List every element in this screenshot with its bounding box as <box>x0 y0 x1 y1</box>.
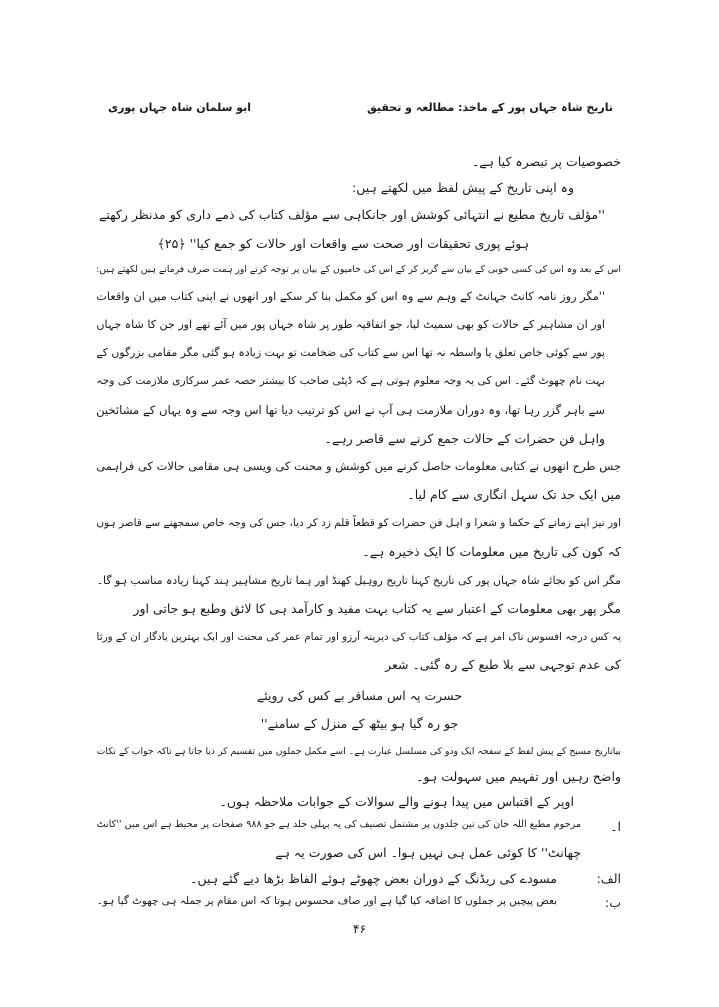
quote-line: واہل فن حضرات کے حالات جمع کرنے سے قاصر رہے۔ <box>324 431 605 446</box>
quote-line: پور سے کوئی خاص تعلق یا واسطہ نہ تھا اس سے کتاب کی ضخامت تو بہت زیادہ ہو گئی مگر مقامی بزرگوں کے <box>96 346 605 359</box>
list-marker: ا۔ <box>610 819 621 834</box>
quote-line: بہت نام چھوٹ گئے۔ اس کی یہ وجہ معلوم ہوتی ہے کہ ڈپٹی صاحب کا بیشتر حصہ عمر سرکاری ملازمت کی وجہ <box>96 374 605 387</box>
quote-line: مگر اس کو بجائے شاہ جہاں پور کی تاریخ کہنا تاریخ روہیل کھنڈ اور ہما تاریخ مشاہیر ہند کہنا زیادہ مناسب ہو گا۔ <box>96 574 621 587</box>
quote-line: ''مؤلف تاریخ مطیع نے انتہائی کوشش اور جانکاہی سے مؤلف کتاب کی ذمے داری کو مدنظر رکھتے <box>99 207 605 222</box>
verse-line: جو رہ گیا ہو بیٹھ کے منزل کے سامنے'' <box>260 716 459 731</box>
quote-line: کی عدم توجہی سے بلا طبع کے رہ گئی۔ شعر <box>385 657 621 672</box>
quote-line: اور نیز اپنے زمانے کے حکما و شعرا و اہل فن حضرات کو قطعاً قلم زد کر دیا، جس کی وجہ خاص سمجھنے سے قاصر ہوں <box>96 517 621 529</box>
list-marker: ب: <box>605 895 621 910</box>
body-line: بیاتاریخ مسیح کے پیش لفظ کے سفحہ ایک ودو کی مسلسل عبارت ہے۔ اسے مکمل جملوں میں تقسیم کر دیا جاتا ہے تاکہ جواب کے نکات <box>96 746 621 757</box>
body-line: خصوصیات پر تبصرہ کیا ہے۔ <box>471 154 621 169</box>
verse-line: حسرت پہ اس مسافر بے کس کی رویئے <box>256 688 463 703</box>
body-line: وہ اپنی تاریخ کے پیش لفظ میں لکھتے ہیں: <box>352 180 574 195</box>
list-marker: الف: <box>596 871 621 886</box>
quote-line: ہوئے پوری تحقیقات اور صحت سے واقعات اور حالات کو جمع کیا'' ﴿۲۵﴾ <box>157 236 529 251</box>
quote-line: کہ کون کی تاریخ میں معلومات کا ایک ذخیرہ ہے۔ <box>362 544 621 559</box>
quote-line: میں ایک حد تک سہل انگاری سے کام لیا۔ <box>407 487 621 502</box>
quote-line: سے باہر گزر رہا تھا، وہ دوران ملازمت ہی آپ نے اس کو ترتیب دیا تھا اس وجہ سے وہ یہاں کے مشائخین <box>96 403 605 417</box>
list-text: چھانٹ'' کا کوئی عمل ہی نہیں ہوا۔ اس کی صورت یہ ہے <box>275 845 581 860</box>
quote-line: جس طرح انھوں نے کتابی معلومات حاصل کرنے میں کوشش و محنت کی ویسی ہی مقامی حالات کی فراہمی <box>96 459 621 473</box>
body-line: واضح رہیں اور تفہیم میں سہولت ہو۔ <box>416 769 621 784</box>
body-line: اس کے بعد وہ اس کی کسی خوبی کے بیان سے گریز کر کے اس کی خامیوں کے بیان پر توجہ کرتے اور ہمت صرف فرماتے ہیں لکھتے ہیں: <box>96 264 621 275</box>
quote-line: اور ان مشاہیر کے حالات کو بھی سمیٹ لیا، جو اتفاقیہ طور پر شاہ جہاں پور میں آئے تھے اور جن کا شاہ جہاں <box>96 318 605 331</box>
body-line: اوپر کے اقتباس میں پیدا ہونے والے سوالات کے جوابات ملاحظہ ہوں۔ <box>219 794 574 809</box>
list-text: مرحوم مطیع اللہ خان کی تین جلدوں پر مشتمل تصنیف کی یہ پہلی جلد ہے جو ۹۸۸ صفحات پر محیط ہے اس میں ''کانٹ <box>96 819 581 830</box>
running-title: تاریخ شاہ جہاں پور کے ماخذ: مطالعہ و تحقیق <box>366 101 613 114</box>
list-text: بعض پیچیں پر جملوں کا اضافہ کیا گیا ہے اور صاف محسوس ہوتا کہ اس مقام پر جملہ ہی چھوٹ گیا ہو۔ <box>96 895 557 907</box>
running-author: ابو سلمان شاہ جہاں پوری <box>108 101 252 114</box>
quote-line: ''مگر روز نامہ کانٹ جہانٹ کے وہم سے وہ اس کو مکمل بنا کر سکے اور انھوں نے اپنی کتاب میں ان واقعات <box>96 289 605 303</box>
quote-line: مگر پھر بھی معلومات کے اعتبار سے یہ کتاب بہت مفید و کارآمد ہی کا لائق وطبع ہو جاتی اور <box>133 601 621 616</box>
quote-line: یہ کس درجہ افسوس ناک امر ہے کہ مؤلف کتاب کی دیرینہ آرزو اور تمام عمر کی محنت اور ایک بہترین یادگار ان کے ورثا <box>96 631 621 643</box>
list-text: مسودے کی ریڈنگ کے دوران بعض چھوٹے ہوئے الفاظ بڑھا دیے گئے ہیں۔ <box>190 871 557 886</box>
page-number: ۴۶ <box>353 922 366 936</box>
